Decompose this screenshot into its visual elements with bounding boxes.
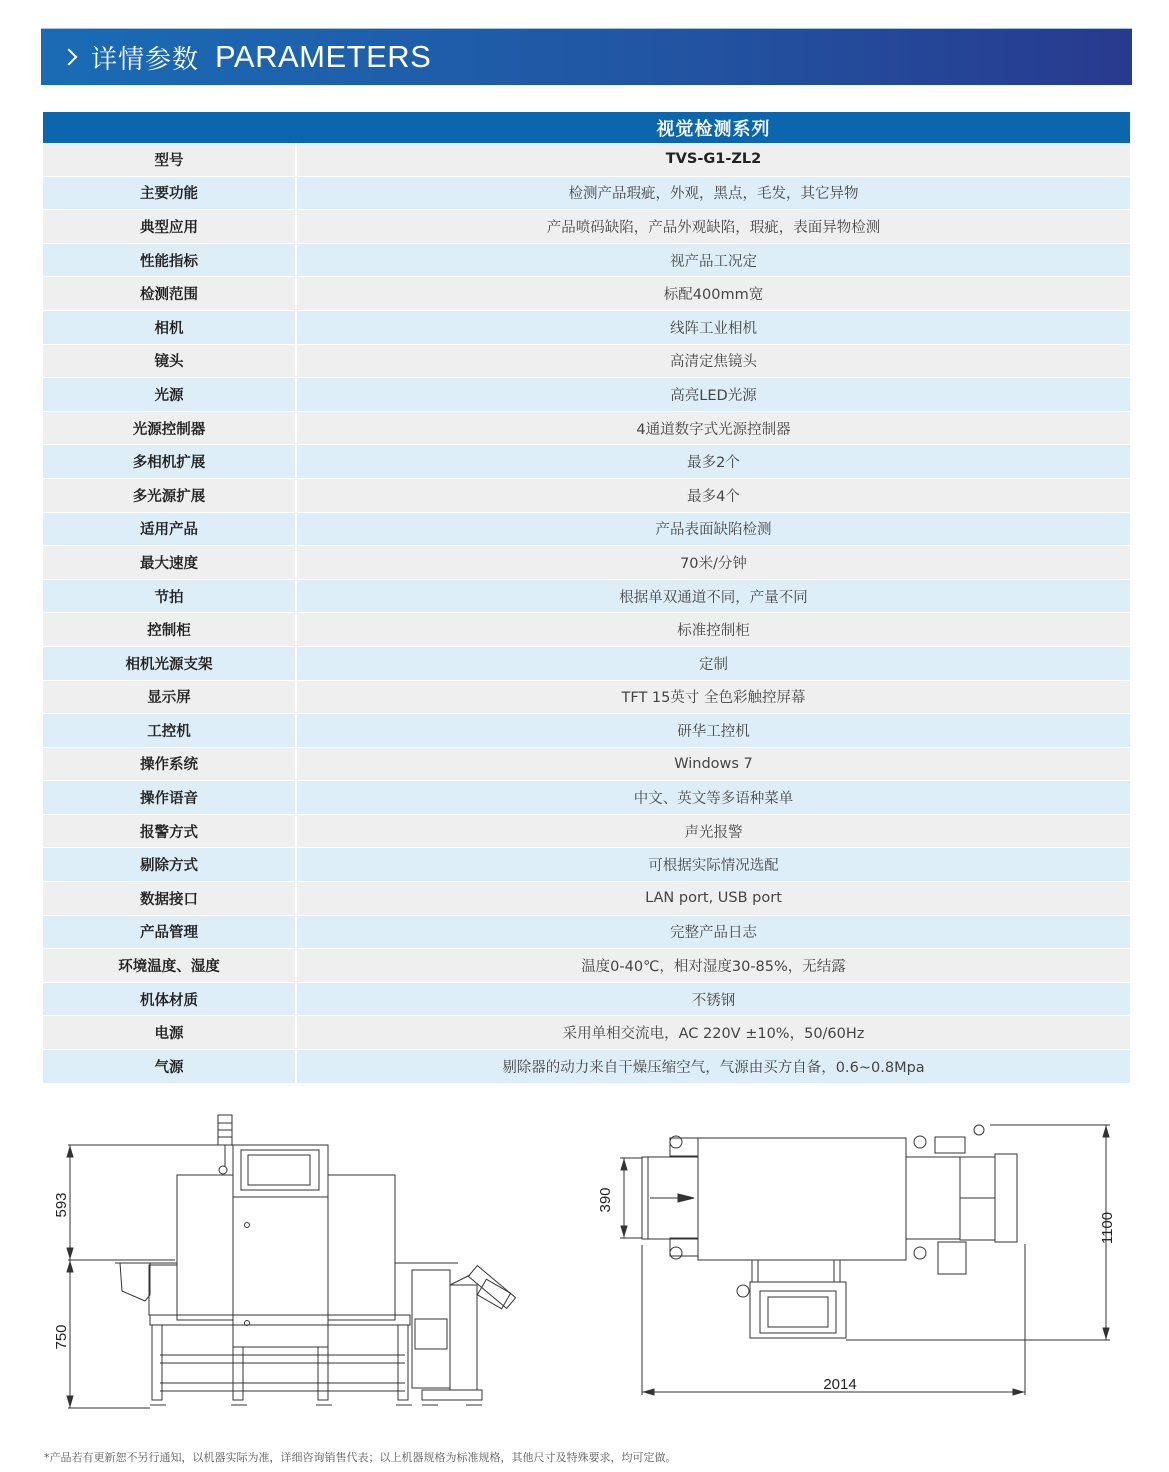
row-value: 高清定焦镜头 [670, 354, 757, 371]
table-row [43, 882, 1130, 916]
table-row [43, 815, 1130, 849]
row-value: 标准控制柜 [677, 623, 750, 640]
dim-label-750: 750 [53, 1324, 70, 1350]
row-value: 根据单双通道不同，产量不同 [619, 589, 808, 606]
row-label: 气源 [43, 1050, 297, 1083]
table-row [43, 244, 1130, 278]
table-row [43, 983, 1130, 1017]
row-label: 性能指标 [43, 244, 297, 277]
row-value: Windows 7 [674, 755, 753, 772]
row-value: 视产品工况定 [670, 253, 757, 270]
row-label: 相机 [43, 311, 297, 344]
table-row [43, 1050, 1130, 1084]
row-value: 最多2个 [687, 455, 740, 472]
row-value: 研华工控机 [677, 723, 750, 740]
table-row [43, 412, 1130, 446]
row-label: 光源控制器 [43, 412, 297, 445]
table-row [43, 546, 1130, 580]
dim-label-1100: 1100 [1099, 1211, 1116, 1245]
footnote: *产品若有更新恕不另行通知，以机器实际为准，详细咨询销售代表；以上机器规格为标准规格，其他尺寸及特殊要求，均可定做。 [44, 1451, 677, 1464]
section-banner [41, 28, 1132, 85]
row-value: 中文、英文等多语种菜单 [633, 791, 794, 808]
row-label: 主要功能 [43, 177, 297, 210]
row-value: TVS-G1-ZL2 [665, 151, 762, 168]
row-value: TFT 15英寸 全色彩触控屏幕 [621, 690, 806, 707]
row-value: 产品喷码缺陷，产品外观缺陷，瑕疵，表面异物检测 [546, 219, 881, 236]
row-value: 高亮LED光源 [670, 387, 757, 404]
row-value: 剔除器的动力来自干燥压缩空气，气源由买方自备，0.6~0.8Mpa [502, 1059, 925, 1076]
row-value: 线阵工业相机 [670, 320, 757, 337]
spec-table-header: 视觉检测系列 [43, 112, 1130, 143]
row-label: 操作语音 [43, 781, 297, 814]
row-value: 可根据实际情况选配 [648, 858, 779, 875]
row-label: 操作系统 [43, 748, 297, 781]
table-row [43, 1016, 1130, 1050]
row-label: 工控机 [43, 714, 297, 747]
row-label: 环境温度、湿度 [43, 949, 297, 982]
row-label: 光源 [43, 378, 297, 411]
row-value: 温度0-40℃，相对湿度30-85%，无结露 [581, 959, 846, 976]
row-label: 数据接口 [43, 882, 297, 915]
row-value: 定制 [699, 656, 728, 673]
front-view-drawing [40, 1105, 530, 1415]
row-value: 最多4个 [687, 488, 740, 505]
table-row [43, 613, 1130, 647]
row-label: 多相机扩展 [43, 445, 297, 478]
row-value: 70米/分钟 [680, 555, 747, 572]
row-label: 检测范围 [43, 277, 297, 310]
table-row [43, 748, 1130, 782]
table-row [43, 445, 1130, 479]
row-label: 电源 [43, 1016, 297, 1049]
row-label: 控制柜 [43, 613, 297, 646]
table-row [43, 647, 1130, 681]
row-value: 完整产品日志 [670, 925, 757, 942]
table-row [43, 848, 1130, 882]
table-row [43, 177, 1130, 211]
table-row [43, 714, 1130, 748]
row-label: 显示屏 [43, 681, 297, 714]
table-row [43, 210, 1130, 244]
row-value: 不锈钢 [691, 992, 736, 1009]
spec-table-body [43, 143, 1130, 1084]
row-label: 机体材质 [43, 983, 297, 1016]
dim-label-390: 390 [597, 1187, 614, 1213]
row-value: 4通道数字式光源控制器 [636, 421, 791, 438]
row-label: 相机光源支架 [43, 647, 297, 680]
row-value: LAN port, USB port [645, 890, 782, 907]
table-row [43, 311, 1130, 345]
row-label: 适用产品 [43, 513, 297, 546]
table-row [43, 277, 1130, 311]
top-view-drawing [590, 1110, 1130, 1410]
table-row [43, 580, 1130, 614]
banner-title-en: PARAMETERS [215, 39, 432, 74]
row-label: 多光源扩展 [43, 479, 297, 512]
row-label: 产品管理 [43, 916, 297, 949]
row-label: 典型应用 [43, 210, 297, 243]
table-row [43, 378, 1130, 412]
row-label: 镜头 [43, 345, 297, 378]
spec-table [43, 112, 1130, 1084]
table-row [43, 781, 1130, 815]
row-value: 标配400mm宽 [663, 287, 764, 304]
dim-label-2014: 2014 [823, 1376, 857, 1393]
table-row [43, 479, 1130, 513]
table-row [43, 143, 1130, 177]
table-row [43, 345, 1130, 379]
row-value: 采用单相交流电，AC 220V ±10%，50/60Hz [562, 1026, 865, 1043]
row-label: 节拍 [43, 580, 297, 613]
row-value: 声光报警 [684, 824, 743, 841]
row-label: 型号 [43, 143, 297, 176]
table-row [43, 513, 1130, 547]
chevron-right-icon [61, 49, 78, 66]
row-value: 产品表面缺陷检测 [655, 522, 772, 539]
banner-title-cn: 详情参数 [91, 44, 200, 75]
row-label: 最大速度 [43, 546, 297, 579]
row-value: 检测产品瑕疵，外观，黑点，毛发，其它异物 [568, 186, 859, 203]
table-row [43, 916, 1130, 950]
table-row [43, 949, 1130, 983]
table-row [43, 681, 1130, 715]
dim-label-593: 593 [53, 1192, 70, 1218]
row-label: 剔除方式 [43, 848, 297, 881]
row-label: 报警方式 [43, 815, 297, 848]
